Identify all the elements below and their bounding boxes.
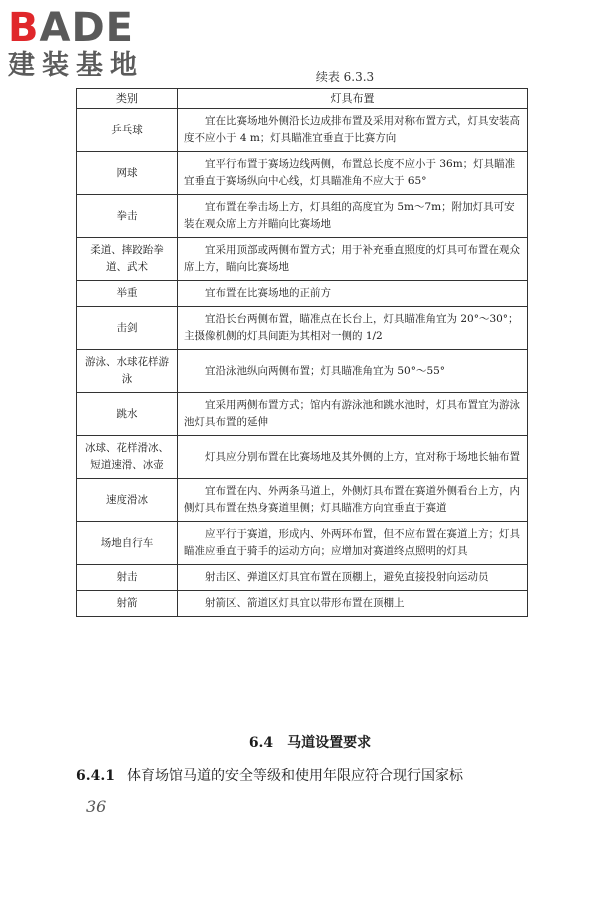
table-body <box>77 109 528 617</box>
table-row <box>77 109 528 152</box>
row-layout-text: 宜布置在内、外两条马道上，外侧灯具布置在赛道外侧看台上方，内侧灯具布置在热身赛道里侧；灯具瞄准方向宜垂直于赛道 <box>178 479 528 522</box>
row-layout-text: 宜布置在比赛场地的正前方 <box>178 281 528 307</box>
row-category: 击剑 <box>77 307 178 350</box>
row-layout-text: 灯具应分别布置在比赛场地及其外侧的上方，宜对称于场地长轴布置 <box>178 436 528 479</box>
column-header-category: 类别 <box>77 89 178 109</box>
row-category: 网球 <box>77 152 178 195</box>
table-row <box>77 436 528 479</box>
row-category: 乒乓球 <box>77 109 178 152</box>
row-layout-text: 宜采用两侧布置方式；馆内有游泳池和跳水池时，灯具布置宜为游泳池灯具布置的延伸 <box>178 393 528 436</box>
row-layout-text: 宜布置在拳击场上方，灯具组的高度宜为 5m～7m；附加灯具可安装在观众席上方并瞄向比赛场地 <box>178 195 528 238</box>
row-layout-text: 宜采用顶部或两侧布置方式；用于补充垂直照度的灯具可布置在观众席上方，瞄向比赛场地 <box>178 238 528 281</box>
row-category: 跳水 <box>77 393 178 436</box>
logo-wordmark <box>8 6 178 50</box>
clause-paragraph <box>76 765 546 785</box>
table-caption: 续表 6.3.3 <box>315 70 375 84</box>
logo-chinese: 建装基地 <box>8 50 144 81</box>
table-row <box>77 350 528 393</box>
row-category: 举重 <box>77 281 178 307</box>
table-row <box>77 152 528 195</box>
row-category: 柔道、摔跤跆拳道、武术 <box>77 238 178 281</box>
logo-accent-letter: B <box>8 5 40 51</box>
table-row <box>77 393 528 436</box>
row-layout-text: 宜沿长台两侧布置，瞄准点在长台上，灯具瞄准角宜为 20°～30°；主摄像机侧的灯具间距为其相对一侧的 1/2 <box>178 307 528 350</box>
page-number: 36 <box>86 797 107 816</box>
table-row <box>77 238 528 281</box>
row-layout-text: 应平行于赛道，形成内、外两环布置，但不应布置在赛道上方；灯具瞄准应垂直于骑手的运动方向；应增加对赛道终点照明的灯具 <box>178 522 528 565</box>
row-category: 拳击 <box>77 195 178 238</box>
row-layout-text: 射箭区、箭道区灯具宜以带形布置在顶棚上 <box>178 591 528 617</box>
section-heading <box>0 732 600 752</box>
table-row <box>77 565 528 591</box>
table-header-row <box>77 89 528 109</box>
row-category: 冰球、花样滑冰、短道速滑、冰壶 <box>77 436 178 479</box>
table-row <box>77 195 528 238</box>
row-layout-text: 宜平行布置于赛场边线两侧，布置总长度不应小于 36m；灯具瞄准宜垂直于赛场纵向中心线，灯具瞄准角不应大于 65° <box>178 152 528 195</box>
lighting-layout-table <box>76 88 528 617</box>
section-title: 马道设置要求 <box>287 735 372 751</box>
clause-number: 6.4.1 <box>76 768 115 784</box>
table-row <box>77 281 528 307</box>
row-layout-text: 宜沿泳池纵向两侧布置；灯具瞄准角宜为 50°～55° <box>178 350 528 393</box>
table-row <box>77 522 528 565</box>
column-header-layout: 灯具布置 <box>178 89 528 109</box>
clause-text: 体育场馆马道的安全等级和使用年限应符合现行国家标 <box>126 768 463 784</box>
row-category: 射箭 <box>77 591 178 617</box>
row-layout-text: 宜在比赛场地外侧沿长边成排布置及采用对称布置方式，灯具安装高度不应小于 4 m；灯具瞄准宜垂直于比赛方向 <box>178 109 528 152</box>
row-category: 射击 <box>77 565 178 591</box>
row-category: 场地自行车 <box>77 522 178 565</box>
row-category: 速度滑冰 <box>77 479 178 522</box>
table-row <box>77 307 528 350</box>
table-row <box>77 591 528 617</box>
table-row <box>77 479 528 522</box>
row-layout-text: 射击区、弹道区灯具宜布置在顶棚上，避免直接投射向运动员 <box>178 565 528 591</box>
section-number: 6.4 <box>248 735 274 751</box>
row-category: 游泳、水球花样游泳 <box>77 350 178 393</box>
logo-wordmark-rest: ADE <box>39 5 134 51</box>
